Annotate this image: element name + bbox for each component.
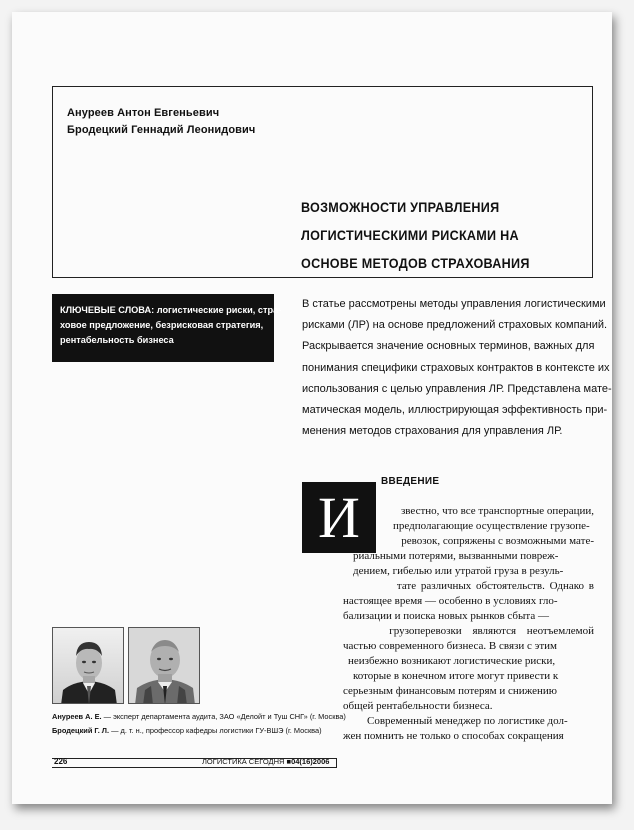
portrait-image bbox=[53, 628, 124, 704]
body-line: звестно, что все транспортные операции, bbox=[400, 505, 594, 517]
body-line: серьезным финансовым потерям и снижению bbox=[343, 685, 557, 697]
body-line: ревозок, сопряжены с возможными мате- bbox=[401, 535, 594, 547]
body-line: частью современного бизнеса. В связи с этим bbox=[343, 640, 557, 652]
abstract-line: рисками (ЛР) на основе предложений страховых компаний. bbox=[302, 319, 608, 332]
article-header-frame bbox=[52, 86, 593, 278]
caption-author: Бродецкий Г. Л. bbox=[52, 726, 110, 735]
body-line: грузоперевозки являются неотъемлемой bbox=[389, 625, 594, 637]
body-line: которые в конечном итоге могут привести к bbox=[353, 670, 559, 682]
journal-footer bbox=[202, 757, 329, 766]
portrait-image bbox=[129, 628, 200, 704]
drop-cap: И bbox=[302, 482, 376, 553]
page-number: 226 bbox=[54, 757, 68, 766]
author-captions bbox=[52, 710, 346, 738]
caption-line bbox=[52, 710, 346, 724]
body-line: настоящее время — особенно в условиях гло- bbox=[343, 595, 558, 607]
caption-author: Ануреев А. Е. bbox=[52, 712, 102, 721]
abstract-line: использования с целью управления ЛР. Представлена мате- bbox=[302, 382, 612, 395]
issue-number: 04(16)2006 bbox=[291, 757, 330, 766]
abstract-line: менения методов страхования для управления ЛР. bbox=[302, 425, 563, 438]
body-line: неизбежно возникают логистические риски, bbox=[348, 655, 556, 667]
body-line: дением, гибелью или утратой груза в резуль- bbox=[353, 565, 564, 577]
body-line: Современный менеджер по логистике дол- bbox=[367, 715, 568, 727]
abstract bbox=[302, 294, 612, 442]
title-line: ОСНОВЕ МЕТОДОВ СТРАХОВАНИЯ bbox=[301, 255, 530, 271]
article-title bbox=[301, 193, 591, 277]
keywords-box bbox=[52, 294, 282, 362]
author-name: Бродецкий Геннадий Леонидович bbox=[67, 124, 256, 136]
body-line: риальными потерями, вызванными повреж- bbox=[353, 550, 559, 562]
body-line: общей рентабельности бизнеса. bbox=[343, 700, 493, 712]
journal-page bbox=[12, 12, 612, 804]
caption-text: — д. т. н., профессор кафедры логистики ГУ-ВШЭ (г. Москва) bbox=[109, 726, 322, 735]
caption-line bbox=[52, 724, 346, 738]
section-heading: ВВЕДЕНИЕ bbox=[381, 476, 440, 487]
title-line: ЛОГИСТИЧЕСКИМИ РИСКАМИ НА bbox=[301, 227, 519, 243]
keywords-line: рентабельность бизнеса bbox=[60, 335, 174, 345]
abstract-line: В статье рассмотрены методы управления логистическими bbox=[302, 298, 606, 310]
abstract-line: Раскрывается значение основных терминов, важных для bbox=[302, 340, 595, 353]
abstract-line: матическая модель, иллюстрирующая эффективность при- bbox=[302, 404, 608, 417]
caption-text: — эксперт департамента аудита, ЗАО «Делойт и Туш СНГ» (г. Москва) bbox=[101, 712, 346, 721]
body-line: предполагающие осуществление грузопе- bbox=[393, 520, 590, 532]
author-name: Ануреев Антон Евгеньевич bbox=[67, 107, 220, 119]
square-icon: ■ bbox=[286, 757, 292, 766]
abstract-line: понимания специфики страховых контрактов в контексте их bbox=[302, 361, 610, 374]
author-photo bbox=[128, 627, 200, 704]
title-line: ВОЗМОЖНОСТИ УПРАВЛЕНИЯ bbox=[301, 199, 500, 215]
journal-name: ЛОГИСТИКА СЕГОДНЯ bbox=[202, 757, 285, 766]
keywords-line: ховое предложение, безрисковая стратегия, bbox=[60, 320, 264, 330]
author-list bbox=[67, 105, 255, 139]
body-line: тате различных обстоятельств. Однако в bbox=[396, 580, 594, 592]
body-line: жен помнить не только о способах сокращения bbox=[343, 730, 564, 742]
author-photo bbox=[52, 627, 124, 704]
keywords-line: КЛЮЧЕВЫЕ СЛОВА: логистические риски, стра- bbox=[60, 305, 282, 315]
body-line: бализации и поиска новых рынков сбыта — bbox=[343, 610, 549, 622]
